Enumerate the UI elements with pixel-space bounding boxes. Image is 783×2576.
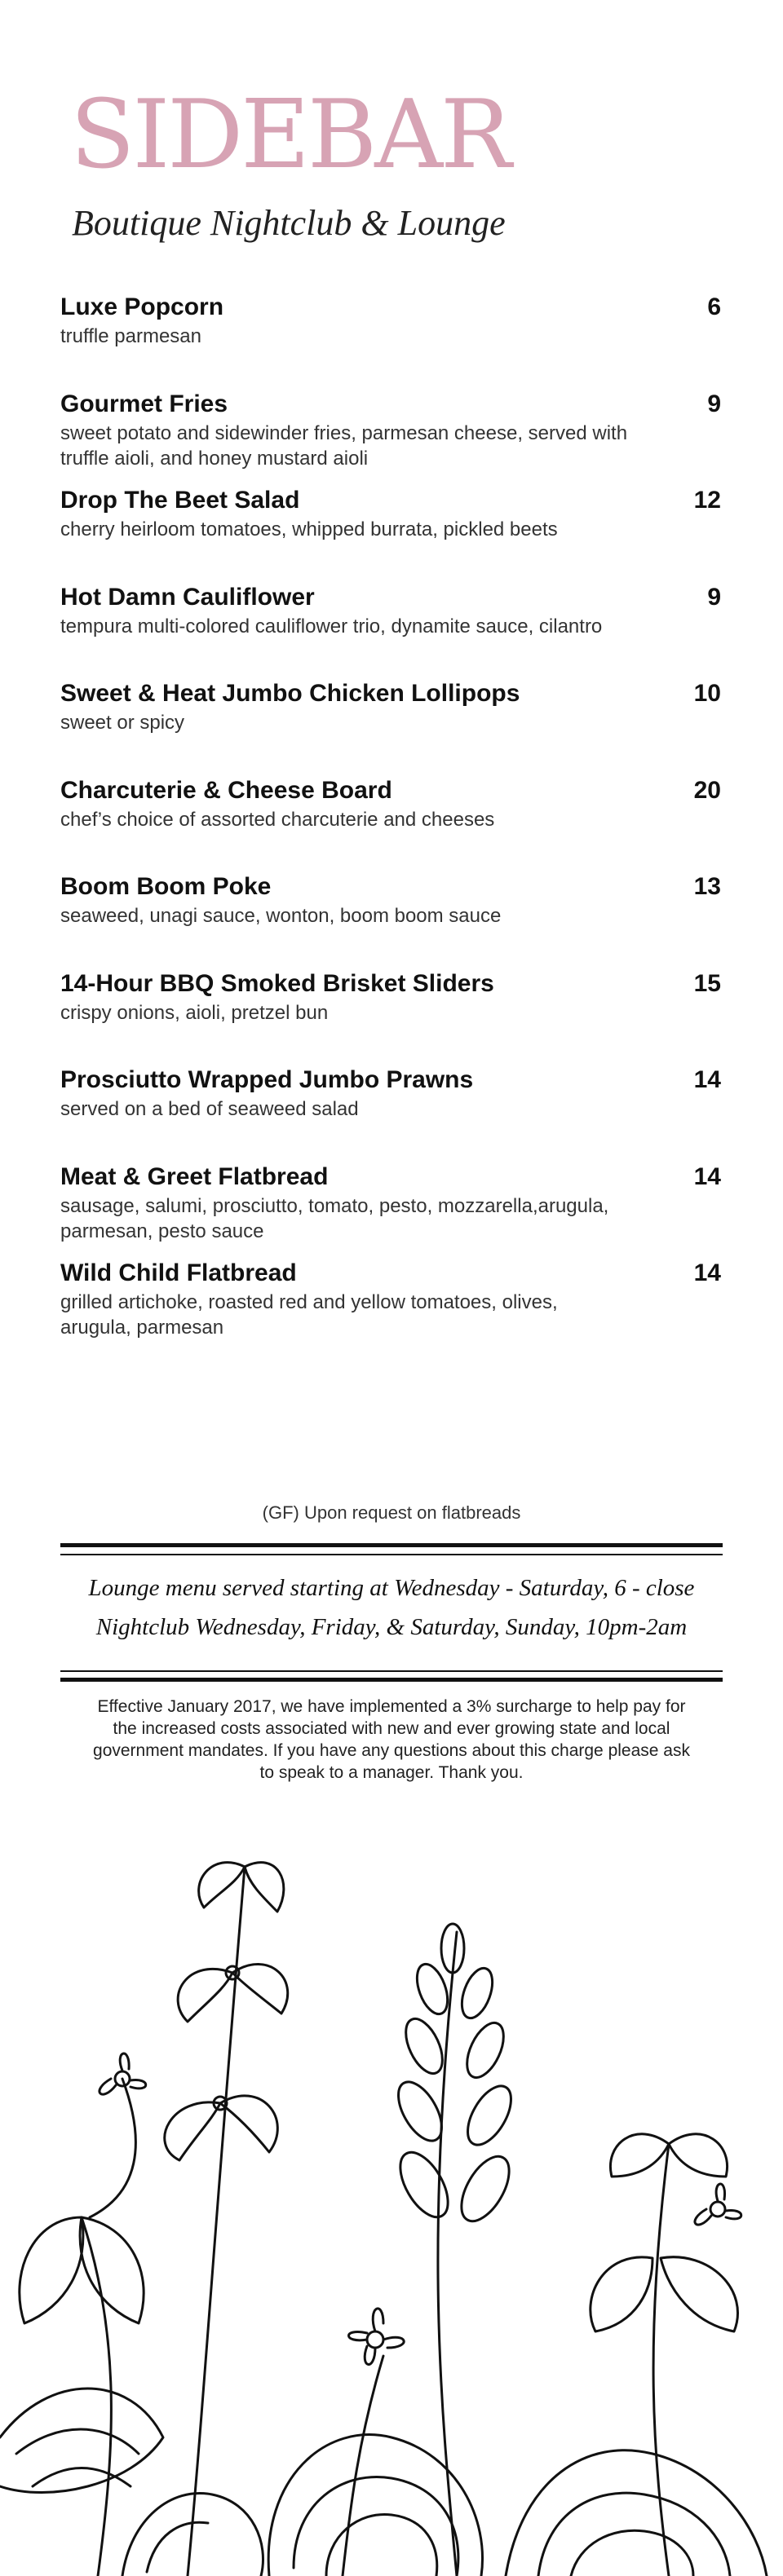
item-price: 6 (707, 293, 721, 320)
item-price: 14 (693, 1162, 721, 1190)
floral-illustration (0, 1834, 783, 2576)
item-description: sweet or spicy (60, 712, 185, 734)
item-description: sweet potato and sidewinder fries, parmesan cheese, served with truffle aioli, and honey mustard aioli (60, 421, 628, 470)
menu-item (60, 581, 721, 678)
item-description: seaweed, unagi sauce, wonton, boom boom sauce (60, 905, 502, 927)
lounge-hours: Lounge menu served starting at Wednesday - Saturday, 6 - close (88, 1575, 695, 1601)
item-name: Prosciutto Wrapped Jumbo Prawns (60, 1066, 474, 1093)
brand-tagline: Boutique Nightclub & Lounge (72, 203, 506, 243)
item-description: tempura multi-colored cauliflower trio, dynamite sauce, cilantro (60, 615, 603, 637)
item-description: grilled artichoke, roasted red and yellow tomatoes, olives, arugula, parmesan (60, 1291, 558, 1339)
item-price: 13 (693, 873, 721, 900)
item-price: 9 (707, 390, 721, 417)
item-price: 12 (693, 487, 721, 514)
item-name: Charcuterie & Cheese Board (60, 776, 392, 804)
divider (60, 1678, 723, 1682)
nightclub-hours: Nightclub Wednesday, Friday, & Saturday, Sunday, 10pm-2am (95, 1614, 688, 1640)
item-description: cherry heirloom tomatoes, whipped burrata, pickled beets (60, 518, 558, 540)
menu-item (60, 677, 721, 774)
divider (60, 1670, 723, 1672)
item-description: chef’s choice of assorted charcuterie and cheeses (60, 808, 495, 831)
item-name: Drop The Beet Salad (60, 487, 300, 514)
menu-list (60, 291, 721, 1354)
item-price: 20 (693, 776, 721, 804)
item-name: Meat & Greet Flatbread (60, 1162, 329, 1190)
item-name: Luxe Popcorn (60, 293, 224, 320)
item-description: sausage, salumi, prosciutto, tomato, pesto, mozzarella,arugula, parmesan, pesto sauce (60, 1194, 609, 1242)
menu-item (60, 388, 721, 485)
hours-info (0, 1568, 783, 1647)
menu-item (60, 1161, 721, 1258)
menu-item (60, 774, 721, 871)
menu-item (60, 871, 721, 968)
item-price: 14 (693, 1259, 721, 1286)
menu-item (60, 1257, 721, 1354)
item-price: 14 (693, 1066, 721, 1093)
menu-item (60, 484, 721, 581)
item-price: 10 (693, 680, 721, 707)
gf-note: (GF) Upon request on flatbreads (262, 1502, 521, 1523)
menu-item (60, 291, 721, 388)
item-description: truffle parmesan (60, 325, 201, 347)
item-name: Sweet & Heat Jumbo Chicken Lollipops (60, 680, 520, 707)
menu-item (60, 968, 721, 1065)
menu-item (60, 1064, 721, 1161)
surcharge-note: Effective January 2017, we have implemented a 3% surcharge to help pay for the increased costs associated with new and ever growing state and local government mandates. If you have any questions about this charge please ask to speak to a manager. Thank you. (93, 1697, 690, 1782)
item-price: 9 (707, 583, 721, 611)
item-name: Boom Boom Poke (60, 873, 272, 900)
item-description: crispy onions, aioli, pretzel bun (60, 1001, 329, 1024)
item-description: served on a bed of seaweed salad (60, 1098, 359, 1120)
divider (60, 1554, 723, 1555)
brand-title: SIDEBAR (70, 80, 510, 190)
item-name: Wild Child Flatbread (60, 1259, 297, 1286)
item-name: Hot Damn Cauliflower (60, 583, 315, 611)
divider (60, 1543, 723, 1547)
item-name: 14-Hour BBQ Smoked Brisket Sliders (60, 969, 494, 997)
item-name: Gourmet Fries (60, 390, 228, 417)
item-price: 15 (693, 969, 721, 997)
